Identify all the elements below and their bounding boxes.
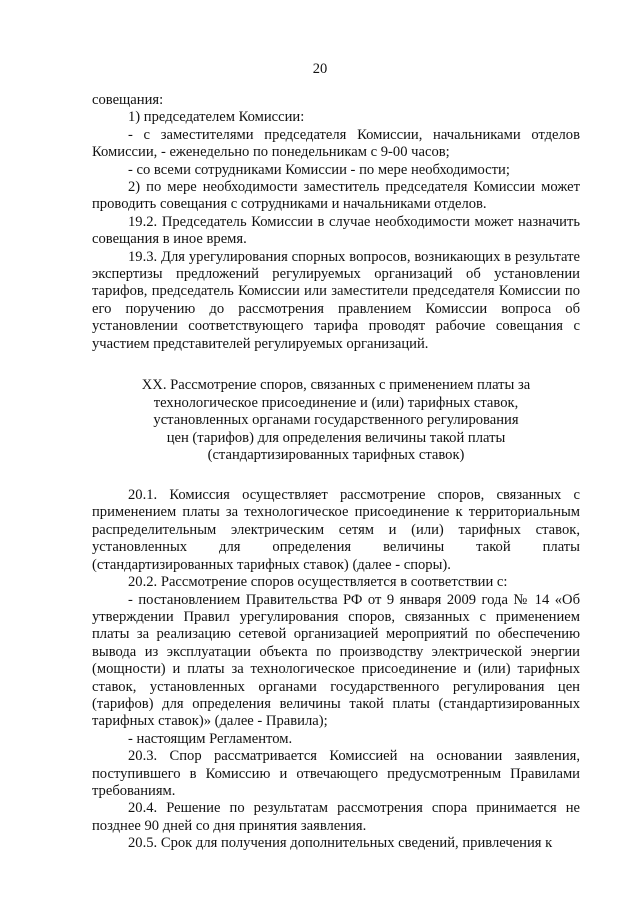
heading-line: XX. Рассмотрение споров, связанных с применением платы за — [141, 377, 531, 394]
paragraph: 20.1. Комиссия осуществляет рассмотрение споров, связанных с применением платы за технологическое присоединение к территориальным распределительным электрическим сетям и (или) тарифных ставок, установленных для определения величины такой платы (стандартизированных тарифных ставок) (далее - споры). — [92, 487, 580, 573]
heading-line: установленных органами государственного регулирования — [153, 412, 519, 429]
paragraph: 1) председателем Комиссии: — [128, 109, 305, 126]
heading-line: цен (тарифов) для определения величины такой платы — [166, 429, 506, 446]
paragraph: - с заместителями председателя Комиссии, начальниками отделов Комиссии, - еженедельно по понедельникам с 9-00 часов; — [92, 126, 580, 161]
paragraph: 19.2. Председатель Комиссии в случае необходимости может назначить совещания в иное время. — [92, 213, 580, 248]
section-heading — [92, 377, 580, 465]
heading-line: (стандартизированных тарифных ставок) — [207, 447, 465, 464]
body-text — [92, 92, 580, 853]
paragraphs-before — [92, 92, 580, 353]
paragraph: 20.5. Срок для получения дополнительных сведений, привлечения к — [128, 835, 553, 852]
paragraph: 20.3. Спор рассматривается Комиссией на основании заявления, поступившего в Комиссию и отвечающего предусмотренным Правилами требованиям. — [92, 748, 580, 799]
paragraph: - настоящим Регламентом. — [128, 730, 293, 747]
paragraph: 20.4. Решение по результатам рассмотрения спора принимается не позднее 90 дней со дня принятия заявления. — [92, 800, 580, 834]
paragraph: 2) по мере необходимости заместитель председателя Комиссии может проводить совещания с сотрудниками и начальниками отделов. — [92, 179, 580, 213]
paragraph: совещания: — [92, 92, 164, 108]
paragraph: - со всеми сотрудниками Комиссии - по мере необходимости; — [128, 161, 510, 178]
heading-line: технологическое присоединение и (или) тарифных ставок, — [153, 394, 519, 411]
paragraphs-after — [92, 487, 580, 853]
paragraph: - постановлением Правительства РФ от 9 января 2009 года № 14 «Об утверждении Правил урегулирования споров, связанных с применением платы за реализацию сетевой организацией мероприятий по обеспечению вывода из эксплуатации объекта по производству электрической энергии (мощности) и платы за технологическое присоединение и (или) тарифных ставок, установленных органами государственного регулирования цен (тарифов) для определения величины такой платы (стандартизированных тарифных ставок)» (далее - Правила); — [92, 591, 580, 730]
paragraph: 20.2. Рассмотрение споров осуществляется в соответствии с: — [128, 574, 508, 591]
paragraph: 19.3. Для урегулирования спорных вопросов, возникающих в результате экспертизы предложений регулируемых организаций об установлении тарифов, председатель Комиссии или заместители председателя Комиссии по его поручению до рассмотрения правлением Комиссии вопроса об установлении соответствующего тарифа проводят рабочие совещания с участием представителей регулируемых организаций. — [92, 248, 580, 352]
page-number: 20 — [312, 61, 328, 77]
